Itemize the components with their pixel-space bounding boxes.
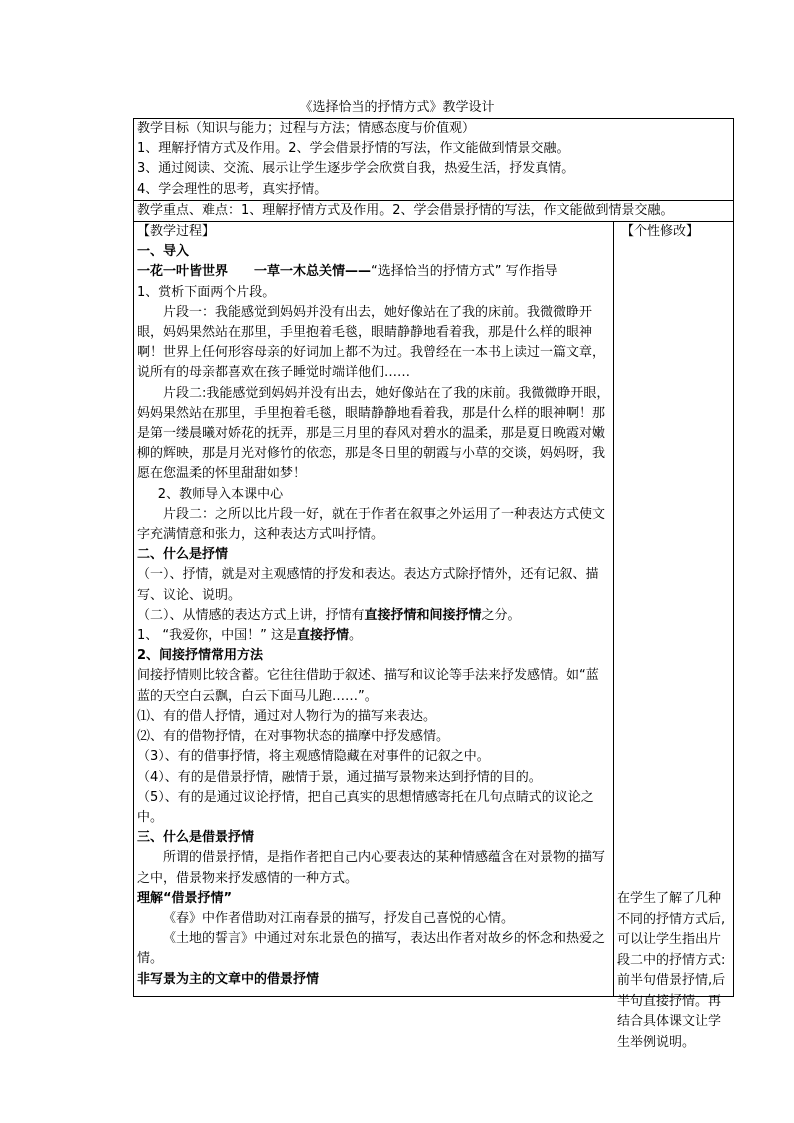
text-run: 。 — [349, 628, 363, 644]
personal-notes-cell — [614, 222, 734, 1050]
subtitle-part: 一花一叶皆世界 — [137, 264, 229, 280]
text-run: （二）、从情感的表达方式上讲，抒情有 — [137, 607, 365, 623]
excerpt-paragraph: 片段二:我能感觉到妈妈并没有出去，她好像站在了我的床前。我微微睁开眼，妈妈果然站在那里，手里抱着毛毯，眼睛静静地看着我，那是什么样的眼神啊！那是第一缕晨曦对娇花的抚弄，那是三月里的春风对碧水的温柔，那是夏日晚霞对嫩柳的辉映，那是月光对修竹的依恋，那是冬日里的朝霞与小草的交谈，妈妈呀，我愿在您温柔的怀里甜甜如梦！ — [137, 385, 610, 482]
objectives-cell — [134, 119, 734, 201]
document-title: 《选择恰当的抒情方式》教学设计 — [299, 100, 495, 115]
objectives-row — [134, 119, 734, 201]
text-run: 之分。 — [481, 607, 521, 623]
teaching-process-cell — [134, 222, 614, 997]
subtitle-part: “选择恰当的抒情方式” 写作指导 — [371, 264, 558, 280]
section-heading: 三、什么是借景抒情 — [137, 830, 255, 846]
section-heading: 二、什么是抒情 — [137, 547, 229, 563]
subsection-heading: 非写景为主的文章中的借景抒情 — [137, 971, 320, 987]
objective-item: 3、通过阅读、交流、展示让学生逐步学会欣赏自我，热爱生活，抒发真情。 — [137, 161, 575, 177]
list-item: 1、赏析下面两个片段。 — [137, 284, 276, 300]
body-paragraph — [137, 606, 610, 626]
body-paragraph: 所谓的借景抒情，是指作者把自己内心要表达的某种情感蕴含在对景物的描写之中，借景物来抒发感情的一种方式。 — [137, 850, 606, 886]
example-paragraph: 《土地的誓言》中通过对东北景色的描写，表达出作者对故乡的怀念和热爱之情。 — [137, 931, 606, 967]
excerpt-paragraph: 片段一：我能感觉到妈妈并没有出去，她好像站在了我的床前。我微微睁开眼，妈妈果然站在那里，手里抱着毛毯，眼睛静静地看着我，那是什么样的眼神啊！世界上任何形容母亲的好词加上都不为过。我曾经在一本书上读过一篇文章，说所有的母亲都喜欢在孩子睡觉时端详他们…… — [137, 304, 606, 381]
body-paragraph: （一）、抒情，就是对主观感情的抒发和表达。表达方式除抒情外，还有记叙、描写、议论、说明。 — [137, 567, 599, 603]
process-row — [134, 222, 734, 997]
body-paragraph: 间接抒情则比较含蓄。它往往借助于叙述、描写和议论等手法来抒发感情。如“蓝蓝的天空白云飘，白云下面马儿跑……”。 — [137, 668, 599, 704]
example-paragraph: 《春》中作者借助对江南春景的描写，抒发自己喜悦的心情。 — [163, 910, 515, 926]
method-item: ⑵、有的借物抒情，在对事物状态的描摩中抒发感情。 — [137, 729, 450, 745]
objective-item: 4、学会理性的思考，真实抒情。 — [137, 181, 328, 197]
notes-header: 【个性修改】 — [621, 224, 700, 240]
lesson-plan-table — [133, 118, 734, 1050]
method-item: （5）、有的是通过议论抒情，把自己真实的思想情感寄托在几句点睛式的议论之中。 — [137, 789, 594, 825]
body-paragraph: 片段二：之所以比片段一好，就在于作者在叙事之外运用了一种表达方式使文字充满情意和张力，这种表达方式叫抒情。 — [137, 506, 606, 543]
key-points-cell: 教学重点、难点：1、理解抒情方式及作用。2、学会借景抒情的写法，作文能做到情景交融。 — [134, 200, 734, 221]
list-item: 2、教师导入本课中心 — [157, 486, 284, 502]
objective-item: 1、理解抒情方式及作用。2、学会借景抒情的写法，作文能做到情景交融。 — [137, 141, 570, 157]
emphasis-text: 直接抒情和间接抒情 — [364, 607, 482, 623]
section-subtitle — [137, 262, 610, 282]
emphasis-text: 直接抒情 — [297, 628, 350, 644]
notes-body: 在学生了解了几种不同的抒情方式后,可以让学生指出片段二中的抒情方式:前半句借景抒情,后半句直接抒情。再结合具体课文让学生举例说明。 — [617, 891, 726, 1050]
subsection-heading: 理解“借景抒情” — [137, 890, 233, 906]
method-item: （4）、有的是借景抒情，融情于景，通过描写景物来达到抒情的目的。 — [137, 769, 542, 785]
text-run: 1、 “我爱你，中国！” 这是 — [137, 628, 298, 644]
section-heading: 一、导入 — [137, 244, 190, 260]
objectives-heading: 教学目标（知识与能力；过程与方法；情感态度与价值观） — [137, 121, 476, 136]
subsection-heading: 2、间接抒情常用方法 — [137, 648, 264, 664]
key-points-row — [134, 200, 734, 221]
method-item: （3）、有的借事抒情，将主观感情隐藏在对事件的记叙之中。 — [137, 749, 490, 765]
method-item: ⑴、有的借人抒情，通过对人物行为的描写来表达。 — [137, 708, 437, 724]
body-paragraph — [137, 626, 610, 646]
process-header: 【教学过程】 — [137, 224, 216, 240]
subtitle-part: 一草一木总关情—— — [254, 264, 372, 280]
